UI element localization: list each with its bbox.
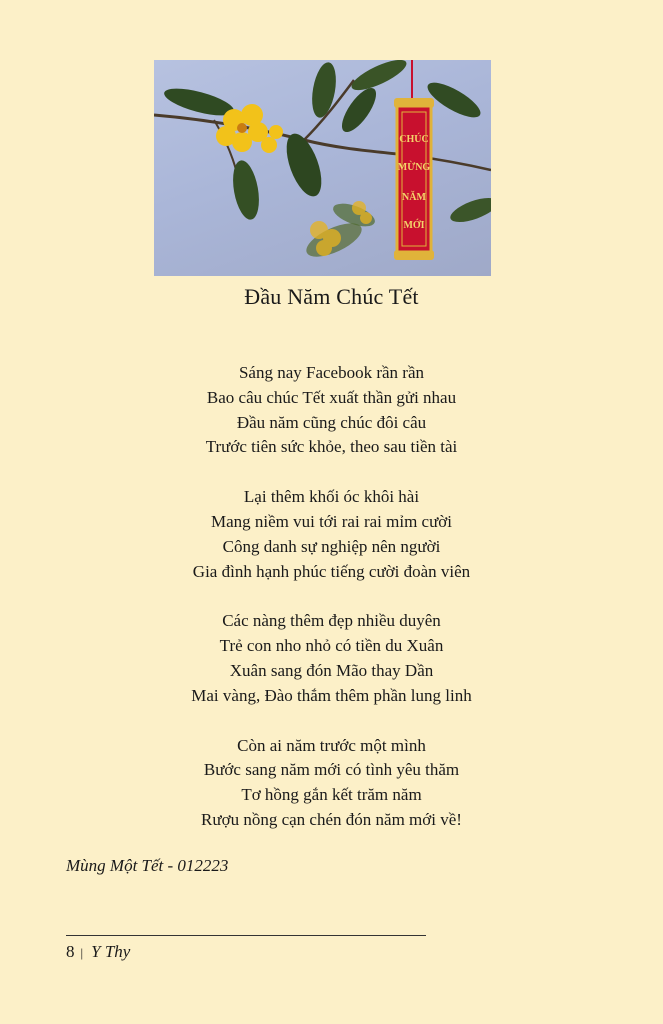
svg-text:CHÚC: CHÚC — [399, 134, 429, 145]
poem-body — [0, 361, 663, 858]
stanza — [0, 609, 663, 708]
poem-line: Bao câu chúc Tết xuất thần gửi nhau — [206, 387, 457, 407]
poem-line: Đầu năm cũng chúc đôi câu — [236, 412, 427, 432]
footer-separator: | — [80, 945, 84, 960]
header-photo — [154, 60, 491, 276]
poem-line: Rượu nồng cạn chén đón năm mới về! — [201, 809, 462, 829]
svg-text:MỚI: MỚI — [403, 220, 425, 231]
poem-line: Tơ hồng gắn kết trăm năm — [241, 785, 422, 805]
poem-line: Xuân sang đón Mão thay Dần — [229, 660, 434, 680]
page-number: 8 — [66, 942, 75, 961]
poem-line: Công danh sự nghiệp nên người — [222, 536, 441, 556]
svg-text:NĂM: NĂM — [402, 192, 426, 203]
poem-title: Đầu Năm Chúc Tết — [244, 284, 419, 309]
stanza — [0, 485, 663, 584]
apricot-branch-illustration — [154, 60, 491, 276]
stanza — [0, 361, 663, 460]
poem-line: Lại thêm khối óc khôi hài — [243, 487, 420, 507]
poem-line: Các nàng thêm đẹp nhiều duyên — [222, 611, 441, 631]
poem-line: Còn ai năm trước một mình — [237, 735, 426, 755]
tet-banner-icon — [394, 98, 434, 260]
poem-dateline: Mùng Một Tết - 012223 — [66, 856, 229, 875]
page-footer — [66, 942, 130, 962]
svg-text:MỪNG: MỪNG — [397, 162, 431, 173]
poem-line: Bước sang năm mới có tình yêu thăm — [203, 760, 460, 780]
stanza — [0, 734, 663, 833]
poem-line: Mang niềm vui tới rai rai mỉm cười — [210, 511, 453, 531]
poem-line: Mai vàng, Đào thắm thêm phần lung linh — [191, 685, 472, 705]
poem-line: Gia đình hạnh phúc tiếng cười đoàn viên — [192, 561, 471, 581]
author-name: Y Thy — [91, 942, 131, 961]
poem-line: Trước tiên sức khỏe, theo sau tiền tài — [205, 437, 458, 457]
poem-line: Trẻ con nho nhỏ có tiền du Xuân — [219, 636, 444, 656]
footer-divider — [66, 935, 426, 936]
poem-line: Sáng nay Facebook rần rần — [238, 363, 425, 382]
